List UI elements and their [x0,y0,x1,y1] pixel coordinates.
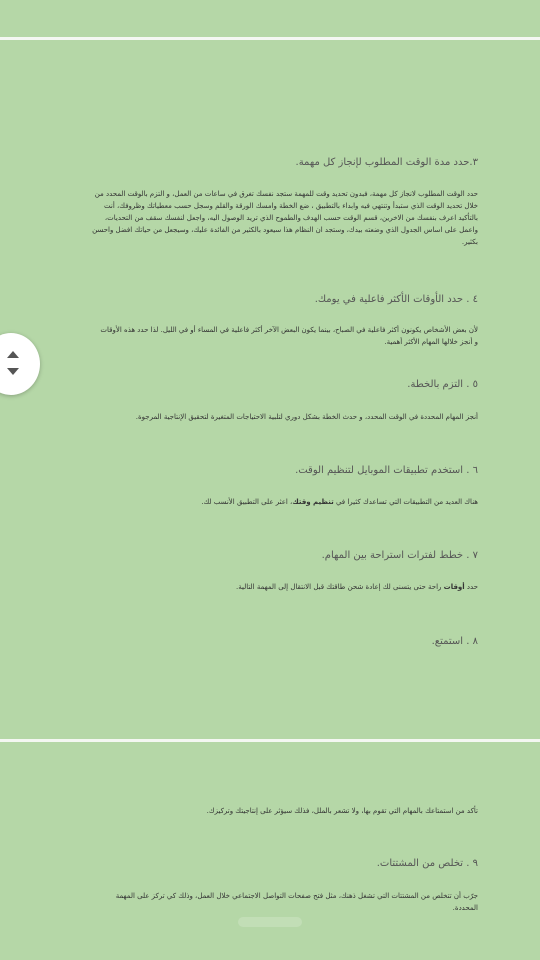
section-3-body [60,188,478,248]
section-6-body [60,496,478,508]
section-3-heading: ٣.حدد مدة الوقت المطلوب لإنجاز كل مهمة. [295,157,478,168]
section-3 [60,156,478,170]
text-run: ، اعثر على التطبيق الأنسب لك. [201,498,293,506]
paragraph-line: واعمل على اساس الجدول الذي وضعته بيدك، وستجد ان النظام هذا سيعود بالكثير من الفائدة عليك، وسيجعل من حياتك افضل واحسن [92,226,478,234]
paragraph-line: المحددة. [452,904,478,912]
paragraph-line: بكثير. [461,238,478,246]
page-2-intro [60,805,478,817]
paragraph-line: جرّب أن تتخلص من المشتتات التي تشغل ذهنك، مثل فتح صفحات التواصل الاجتماعي خلال العمل، وذلك كي تركز على المهمة [115,892,478,900]
section-7 [60,549,478,563]
section-4 [60,293,478,307]
section-4-body [60,324,478,348]
paragraph-line: و أنجز خلالها المهام الأكثر أهمية. [384,338,478,346]
bold-text: تنظيم وقتك [292,498,334,506]
section-6-heading: ٦ . استخدم تطبيقات الموبايل لتنظيم الوقت. [295,465,478,476]
text-run: حدد [464,583,478,591]
section-5-body [60,411,478,423]
paragraph-line: بالتأكيد اعرف بنفسك من الاخرين، قسم الوقت حسب الهدف والطموح الذي تريد الوصول اليه، واجعل لنفسك سقف من التحديات، [104,214,478,222]
page-separator [0,739,540,742]
paragraph-line [60,581,478,593]
section-5 [60,378,478,392]
watermark-mark [238,917,302,927]
paragraph-line: تأكد من استمتاعك بالمهام التي تقوم بها، ولا تشعر بالملل، فذلك سيؤثر على إنتاجيتك وتركيزك. [206,807,478,815]
bold-text: أوقات [443,583,465,591]
paragraph-line: لأن بعض الأشخاص يكونون أكثر فاعلية في الصباح، بينما يكون البعض الآخر أكثر فاعلية في المساء أو في الليل. لذا حدد هذه الأوقات [100,326,478,334]
page-separator-top [0,37,540,40]
section-8 [60,635,478,649]
page-scroll-widget[interactable] [0,333,40,395]
section-9-body [60,890,478,914]
section-9-heading: ٩ . تخلص من المشتتات. [376,858,478,869]
chevron-down-icon[interactable] [7,368,19,375]
section-8-heading: ٨ . استمتع. [431,636,478,647]
section-5-heading: ٥ . التزم بالخطة. [407,379,478,390]
text-run: راحة حتى يتسنى لك إعادة شحن طاقتك قبل الانتقال إلى المهمة التالية. [236,583,444,591]
section-9 [60,857,478,871]
section-6 [60,464,478,478]
paragraph-line: حدد الوقت المطلوب لانجاز كل مهمة، فبدون تحديد وقت للمهمة ستجد نفسك تغرق في ساعات من العمل، و التزم بالوقت المحدد من [94,190,478,198]
paragraph-line: أنجز المهام المحددة في الوقت المحدد، و حدث الخطة بشكل دوري لتلبية الاحتياجات المتغيرة لتحقيق الإنتاجية المرجوة. [135,413,478,421]
paragraph-line [60,496,478,508]
section-4-heading: ٤ . حدد الأوقات الأكثر فاعلية في يومك. [314,294,478,305]
text-run: هناك العديد من التطبيقات التي تساعدك كثيرا في [333,498,478,506]
chevron-up-icon[interactable] [7,351,19,358]
section-7-heading: ٧ . خطط لفترات استراحة بين المهام. [321,550,478,561]
section-7-body [60,581,478,593]
paragraph-line: خلال تحديد الوقت الذي ستبدأ وتنتهي فيه وابداء بالتطبيق ، ضع الخطة وامسك الورقة والقلم وسجل حسب معطياتك وظروفك، أنت [104,202,478,210]
